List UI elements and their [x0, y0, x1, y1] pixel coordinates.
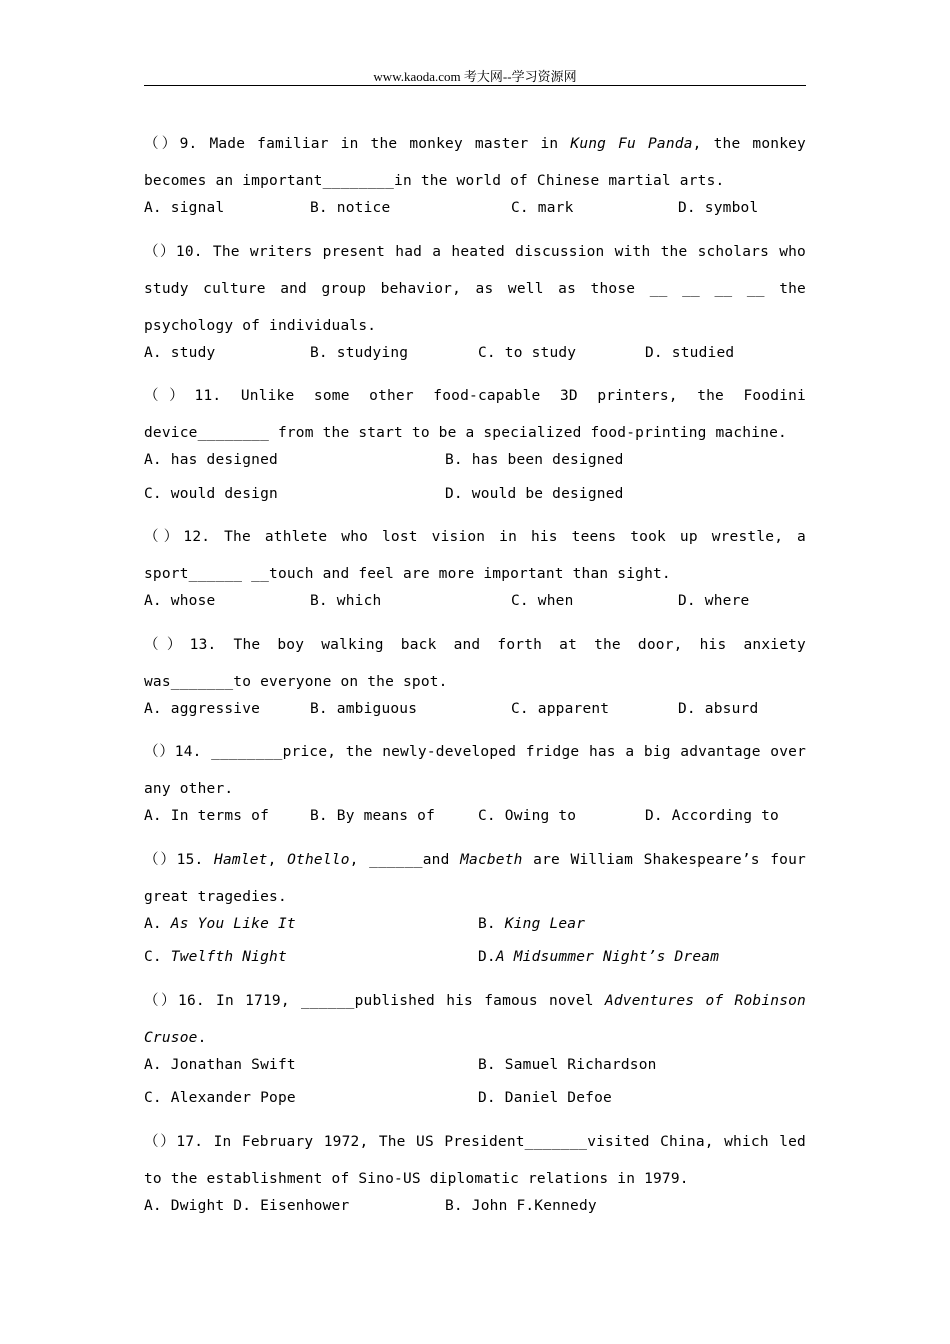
option-a[interactable]: A. study — [144, 344, 216, 361]
option-c[interactable]: C. would design — [144, 485, 278, 502]
title-hamlet: Hamlet — [214, 851, 268, 868]
question-12-options — [144, 593, 806, 627]
option-b[interactable]: B. John F.Kennedy — [445, 1197, 597, 1214]
option-a[interactable]: A. aggressive — [144, 700, 261, 717]
question-12: （）12. The athlete who lost vision in his teens took up wrestle, a sport______ __touch and feel are more important than sight. — [144, 529, 806, 582]
page-header: www.kaoda.com 考大网--学习资源网 — [373, 69, 577, 84]
option-c[interactable]: C. when — [511, 593, 574, 609]
option-c[interactable]: C. Owing to — [478, 808, 577, 824]
question-11-options-row2 — [144, 486, 806, 520]
question-15 — [144, 842, 806, 916]
option-b-label: B. — [478, 915, 505, 932]
option-d[interactable]: D. symbol — [678, 200, 759, 216]
question-13-options — [144, 701, 806, 735]
option-d[interactable]: D. where — [678, 593, 750, 609]
option-b[interactable]: B. has been designed — [445, 452, 624, 468]
option-b[interactable]: B. Samuel Richardson — [478, 1056, 657, 1073]
option-b[interactable]: B. By means of — [310, 808, 436, 824]
question-9-prefix: （）9. Made familiar in the monkey master in — [144, 136, 571, 152]
option-d[interactable] — [478, 949, 719, 965]
question-13: （）13. The boy walking back and forth at the door, his anxiety was_______to everyone on the spot. — [144, 636, 806, 690]
option-b[interactable]: B. studying — [310, 344, 409, 361]
option-c[interactable]: C. apparent — [511, 700, 610, 717]
option-a-label: A. — [144, 915, 171, 932]
option-d-label: D. — [478, 949, 496, 965]
question-15-sep: , — [267, 851, 288, 868]
option-d[interactable]: D. would be designed — [445, 485, 624, 502]
question-16-suffix: . — [197, 1029, 207, 1046]
option-c-label: C. — [144, 949, 171, 965]
question-16 — [144, 983, 806, 1057]
question-16-prefix: （）16. In 1719, ______published his famous novel — [144, 992, 605, 1009]
option-a[interactable]: A. Dwight D. Eisenhower — [144, 1197, 350, 1214]
title-macbeth: Macbeth — [460, 851, 523, 868]
question-15-prefix: （）15. — [144, 851, 215, 868]
question-17-options-row1 — [144, 1198, 806, 1232]
option-a[interactable]: A. whose — [144, 593, 216, 609]
option-a-title: As You Like It — [170, 915, 296, 932]
question-15-mid: , ______and — [349, 851, 461, 868]
option-a[interactable]: A. Jonathan Swift — [144, 1056, 296, 1073]
question-15-options-row1 — [144, 916, 806, 950]
option-c[interactable]: C. mark — [511, 200, 574, 216]
question-17: （）17. In February 1972, The US President_______visited China, which led to the establishment of Sino-US diplomatic relations in 1979. — [144, 1133, 806, 1187]
header-rule — [144, 85, 806, 86]
question-9-suffix: , the monkey becomes an important________in the world of Chinese martial arts. — [144, 136, 806, 189]
question-11-options-row1 — [144, 452, 806, 486]
option-a[interactable]: A. In terms of — [144, 808, 270, 824]
question-9-title: Kung Fu Panda — [570, 136, 693, 152]
question-9-options — [144, 200, 806, 234]
question-15-suffix: are William Shakespeare’s four great tragedies. — [144, 851, 806, 905]
question-10: （）10. The writers present had a heated discussion with the scholars who study culture and group behavior, as well as those __ __ __ __ the psychology of individuals. — [144, 243, 806, 334]
title-othello: Othello — [287, 851, 350, 868]
option-b[interactable]: B. which — [310, 593, 382, 609]
option-d[interactable]: D. According to — [645, 808, 779, 824]
question-15-options-row2 — [144, 949, 806, 983]
question-14: （）14. ________price, the newly-developed fridge has a big advantage over any other. — [144, 744, 806, 797]
question-9 — [144, 126, 806, 200]
option-d[interactable]: D. Daniel Defoe — [478, 1090, 612, 1106]
option-b[interactable] — [478, 916, 585, 932]
question-16-title: Adventures of Robinson Crusoe — [144, 992, 806, 1046]
option-a[interactable]: A. has designed — [144, 452, 278, 468]
option-b[interactable]: B. ambiguous — [310, 700, 418, 717]
option-d[interactable]: D. studied — [645, 344, 735, 361]
question-14-options — [144, 808, 806, 842]
option-b[interactable]: B. notice — [310, 200, 391, 216]
question-10-options — [144, 345, 806, 379]
option-b-title: King Lear — [504, 915, 586, 932]
option-c[interactable] — [144, 949, 478, 965]
question-11: （）11. Unlike some other food-capable 3D printers, the Foodini device________ from the start to be a specialized food-printing machine. — [144, 388, 806, 441]
question-16-options-row1 — [144, 1057, 806, 1091]
option-c[interactable]: C. Alexander Pope — [144, 1090, 296, 1106]
option-c[interactable]: C. to study — [478, 344, 577, 361]
option-c-title: Twelfth Night — [170, 949, 287, 965]
option-a[interactable] — [144, 916, 478, 932]
exam-content — [144, 126, 806, 1231]
option-d[interactable]: D. absurd — [678, 700, 759, 717]
option-a[interactable]: A. signal — [144, 200, 225, 216]
option-d-title: A Midsummer Night’s Dream — [495, 949, 720, 965]
question-16-options-row2 — [144, 1090, 806, 1124]
